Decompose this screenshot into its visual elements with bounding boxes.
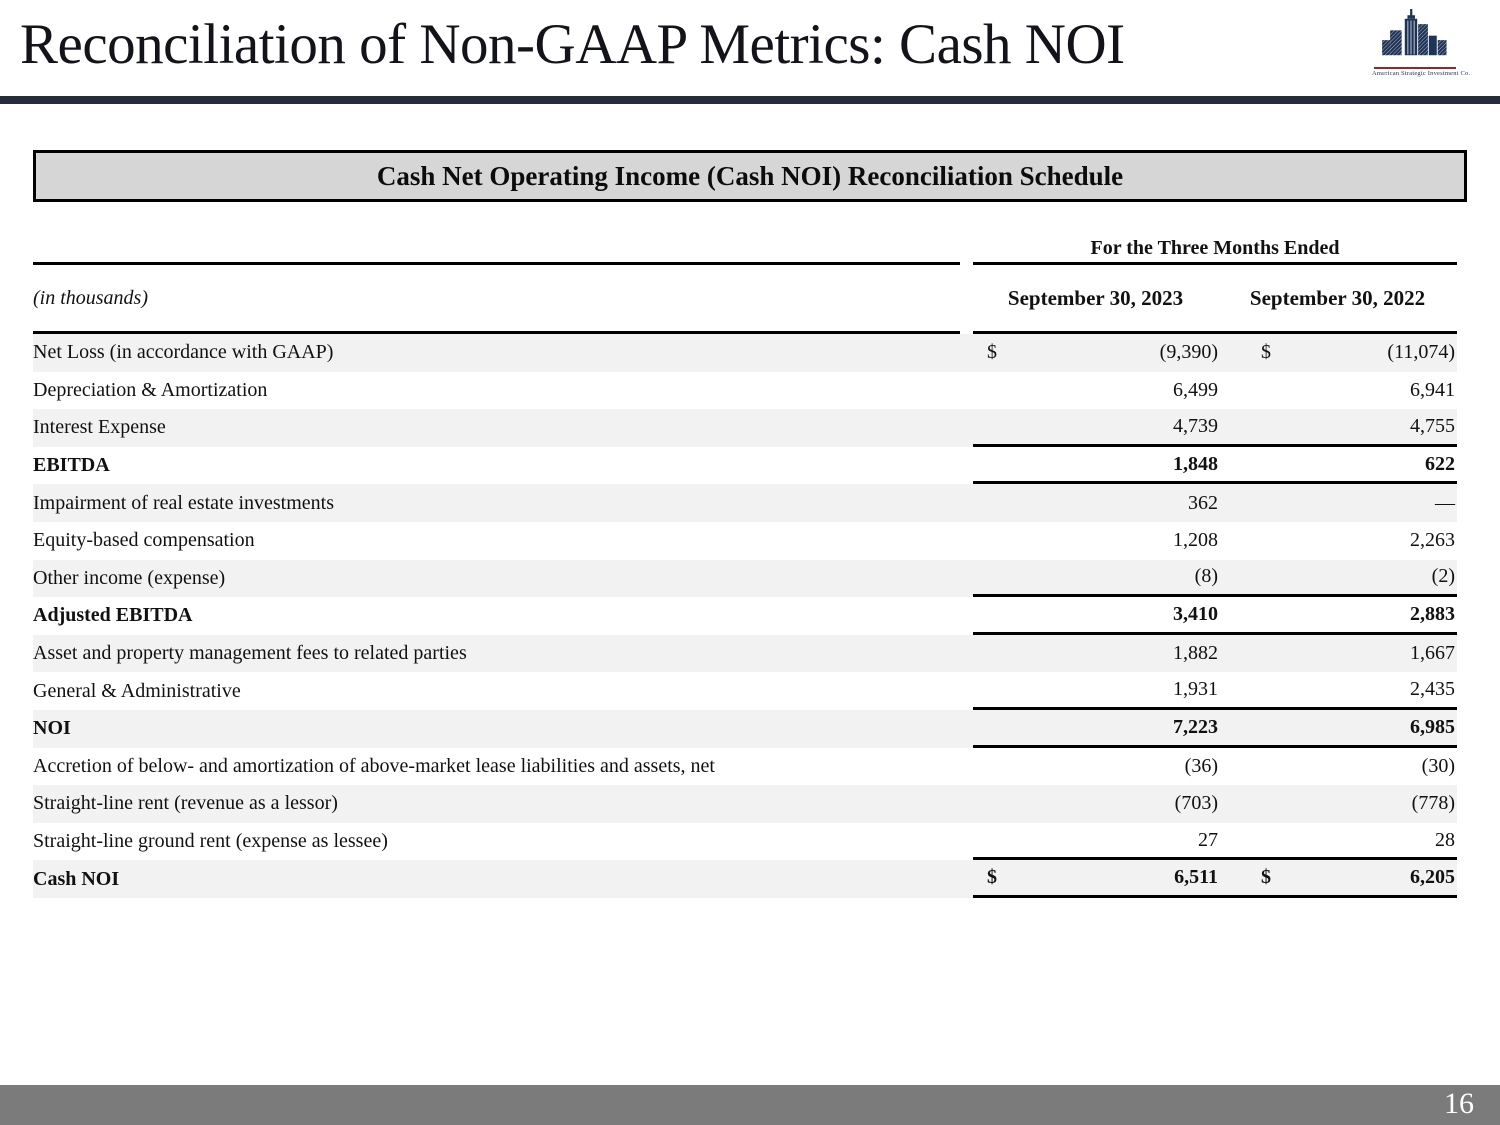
rule-segment bbox=[33, 262, 960, 265]
page-title: Reconciliation of Non-GAAP Metrics: Cash NOI bbox=[20, 13, 1125, 76]
row-label: Asset and property management fees to related parties bbox=[33, 642, 467, 665]
column-header-2023: September 30, 2023 bbox=[1007, 285, 1184, 310]
row-label: Net Loss (in accordance with GAAP) bbox=[33, 341, 334, 364]
value-2023: 1,931 bbox=[1173, 678, 1218, 701]
row-label: Cash NOI bbox=[33, 867, 120, 890]
value-2022: 2,435 bbox=[1410, 678, 1455, 701]
value-2023: 6,511 bbox=[1174, 866, 1218, 889]
table-row bbox=[33, 635, 1457, 673]
table-row bbox=[33, 409, 1457, 447]
row-label: Depreciation & Amortization bbox=[33, 378, 268, 401]
value-2022: 1,667 bbox=[1410, 642, 1455, 665]
value-2023: 1,882 bbox=[1173, 642, 1218, 665]
value-2023: 7,223 bbox=[1173, 715, 1218, 738]
rule-segment bbox=[973, 262, 1457, 265]
page-number: 16 bbox=[1444, 1087, 1474, 1120]
table-row bbox=[33, 372, 1457, 410]
row-label: Impairment of real estate investments bbox=[33, 491, 335, 514]
value-2023: (8) bbox=[1194, 565, 1218, 588]
value-2023: 4,739 bbox=[1173, 414, 1218, 437]
currency-symbol: $ bbox=[1261, 866, 1271, 889]
row-label: General & Administrative bbox=[33, 679, 241, 702]
currency-symbol: $ bbox=[1261, 341, 1271, 364]
currency-symbol: $ bbox=[987, 866, 997, 889]
row-label: Other income (expense) bbox=[33, 566, 226, 589]
row-label: EBITDA bbox=[33, 454, 110, 477]
table-row bbox=[33, 785, 1457, 823]
footer-bar bbox=[0, 1085, 1500, 1125]
row-label: Straight-line rent (revenue as a lessor) bbox=[33, 792, 338, 815]
table-row bbox=[33, 334, 1457, 372]
value-2022: 622 bbox=[1425, 452, 1455, 475]
value-2023: 27 bbox=[1198, 828, 1218, 851]
table-row bbox=[33, 484, 1457, 522]
value-2022: 6,985 bbox=[1410, 715, 1455, 738]
table-row bbox=[33, 522, 1457, 560]
header-rule bbox=[33, 262, 1457, 265]
row-label: Adjusted EBITDA bbox=[33, 604, 193, 627]
value-2022: 2,883 bbox=[1410, 602, 1455, 625]
skyline-logo-icon bbox=[1375, 6, 1455, 60]
value-2023: 1,848 bbox=[1173, 452, 1218, 475]
row-label: Straight-line ground rent (expense as lessee) bbox=[33, 830, 388, 853]
value-2022: 28 bbox=[1435, 828, 1455, 851]
logo-caption: American Strategic Investment Co. bbox=[1372, 70, 1471, 77]
value-2023: 6,499 bbox=[1173, 378, 1218, 401]
row-label: Equity-based compensation bbox=[33, 529, 255, 552]
value-2023: (703) bbox=[1174, 792, 1218, 815]
schedule-title: Cash Net Operating Income (Cash NOI) Reconciliation Schedule bbox=[376, 160, 1124, 191]
value-2022: (778) bbox=[1411, 792, 1455, 815]
rule-segment bbox=[33, 331, 960, 334]
spacer bbox=[960, 262, 973, 265]
value-2022: — bbox=[1435, 491, 1455, 514]
value-2023: (36) bbox=[1184, 754, 1218, 777]
value-2022: 6,205 bbox=[1410, 866, 1455, 889]
reconciliation-table bbox=[33, 226, 1457, 898]
table-row bbox=[33, 710, 1457, 748]
value-2022: (2) bbox=[1431, 565, 1455, 588]
table-row bbox=[33, 748, 1457, 786]
row-label: Accretion of below- and amortization of above-market lease liabilities and assets, net bbox=[33, 754, 715, 777]
value-2023: (9,390) bbox=[1159, 341, 1218, 364]
units-note: (in thousands) bbox=[33, 286, 148, 309]
group-header: For the Three Months Ended bbox=[1090, 237, 1340, 259]
value-2022: (11,074) bbox=[1387, 341, 1455, 364]
table-row bbox=[33, 560, 1457, 598]
value-2022: (30) bbox=[1421, 754, 1455, 777]
value-2023: 362 bbox=[1188, 491, 1218, 514]
table-row bbox=[33, 597, 1457, 635]
table-row bbox=[33, 823, 1457, 861]
table-column-header-row bbox=[33, 265, 1457, 331]
header-divider bbox=[0, 96, 1500, 104]
currency-symbol: $ bbox=[987, 341, 997, 364]
value-2022: 4,755 bbox=[1410, 414, 1455, 437]
value-2022: 2,263 bbox=[1410, 529, 1455, 552]
company-logo bbox=[1372, 6, 1471, 77]
value-2022: 6,941 bbox=[1410, 378, 1455, 401]
logo-underline bbox=[1374, 67, 1456, 69]
table-group-header-row bbox=[33, 226, 1457, 262]
value-2023: 3,410 bbox=[1173, 602, 1218, 625]
spacer bbox=[960, 331, 973, 334]
table-row bbox=[33, 447, 1457, 485]
row-label: Interest Expense bbox=[33, 416, 166, 439]
table-row bbox=[33, 860, 1457, 898]
schedule-title-bar bbox=[33, 150, 1467, 202]
table-row bbox=[33, 672, 1457, 710]
row-label: NOI bbox=[33, 717, 71, 740]
value-2023: 1,208 bbox=[1173, 529, 1218, 552]
column-header-2022: September 30, 2022 bbox=[1249, 285, 1426, 310]
